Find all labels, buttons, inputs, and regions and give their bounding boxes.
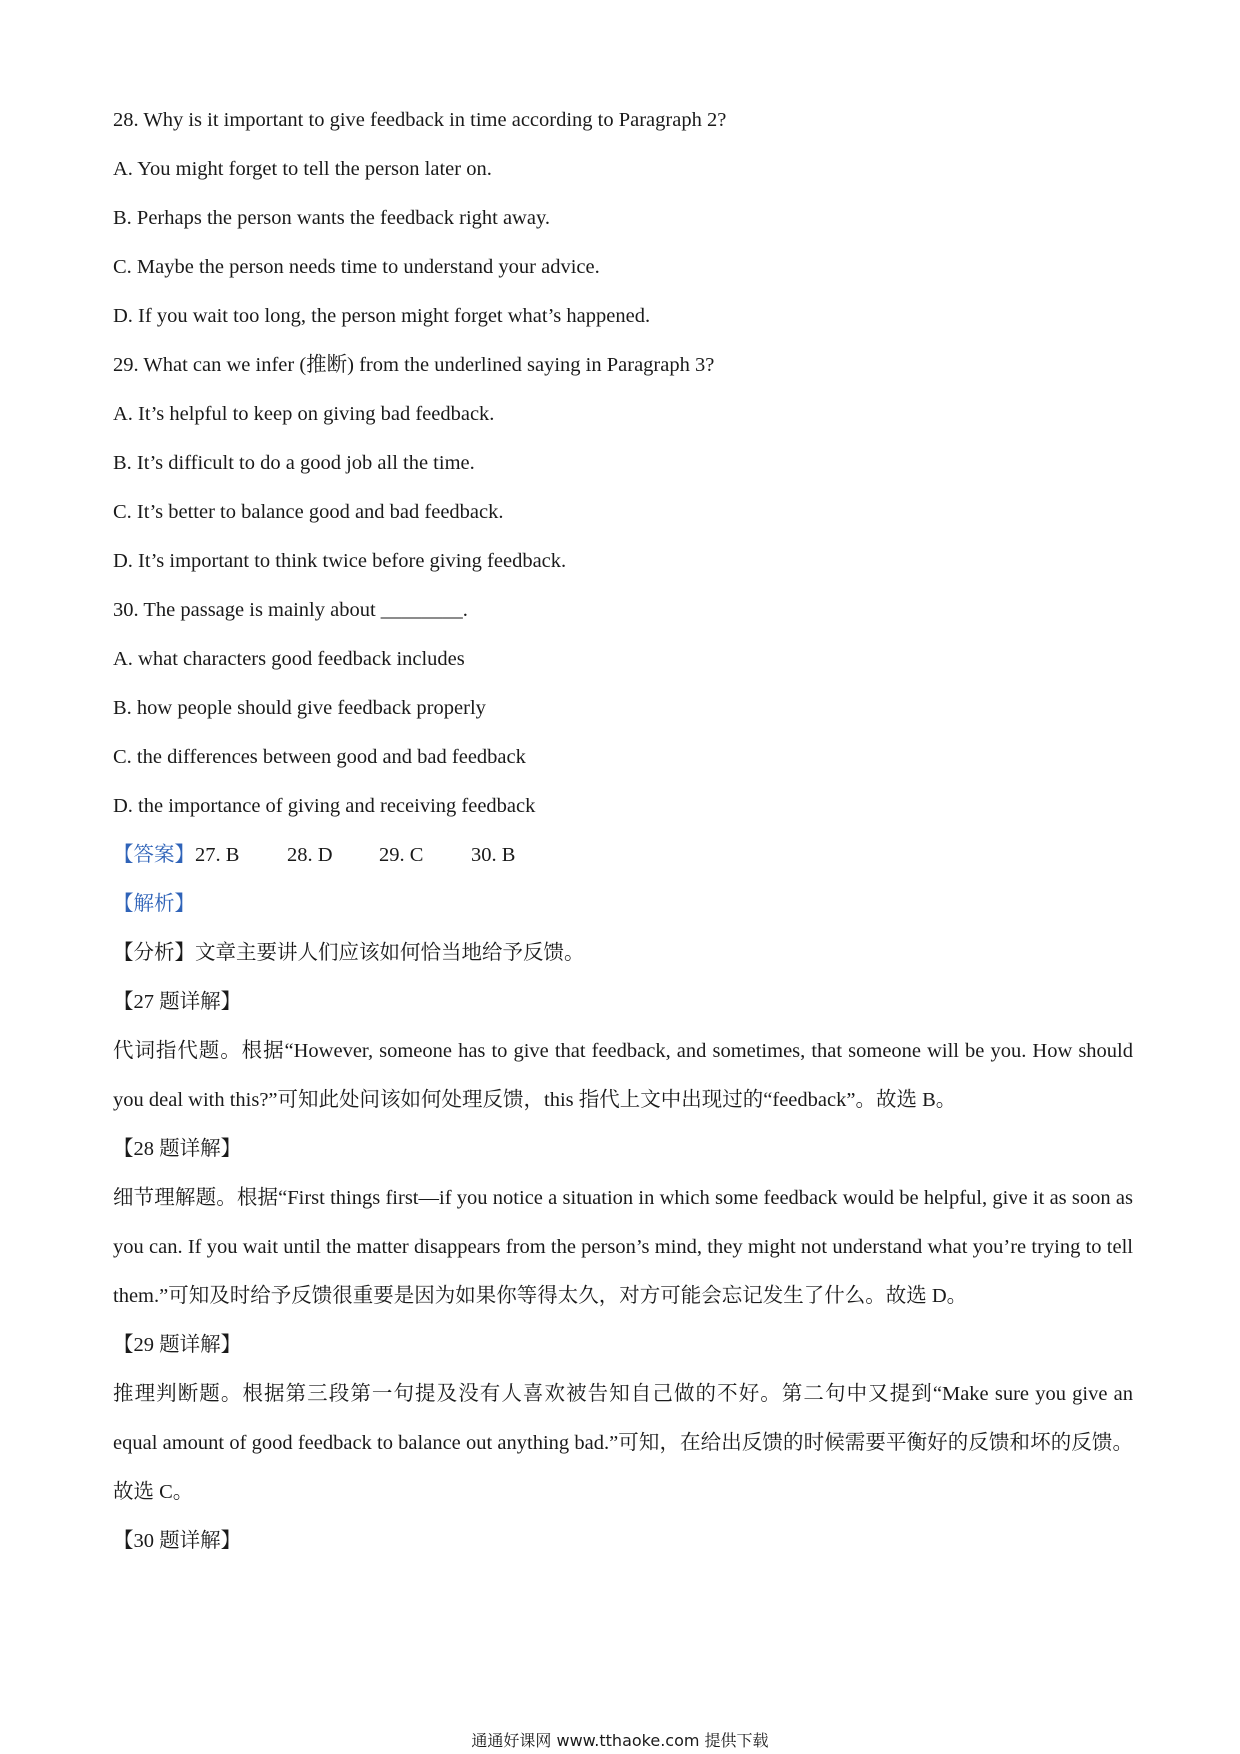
detail-28-text: 细节理解题。根据“First things first—if you notice a situation in which some feedback would be helpful, give it as soon as you can. If you wait until the matter disappears from the person’s mind, they might not understand what you’re trying to tell them.”可知及时给予反馈很重要是因为如果你等得太久，对方可能会忘记发生了什么。故选 D。 bbox=[113, 1187, 1133, 1307]
answer-line bbox=[113, 831, 1133, 880]
q30-option-a: A. what characters good feedback includes bbox=[113, 648, 465, 670]
summary-text: 文章主要讲人们应该如何恰当地给予反馈。 bbox=[195, 942, 585, 964]
detail-30-heading: 【30 题详解】 bbox=[113, 1530, 242, 1552]
answer-27: 27. B bbox=[195, 844, 240, 866]
q29-option-d: D. It’s important to think twice before giving feedback. bbox=[113, 550, 567, 572]
detail-28-heading: 【28 题详解】 bbox=[113, 1138, 242, 1160]
q30-option-b: B. how people should give feedback properly bbox=[113, 697, 486, 719]
answer-30: 30. B bbox=[471, 844, 516, 866]
detail-29-heading: 【29 题详解】 bbox=[113, 1334, 242, 1356]
detail-29-text: 推理判断题。根据第三段第一句提及没有人喜欢被告知自己做的不好。第二句中又提到“Make sure you give an equal amount of good feedback to balance out anything bad.”可知，在给出反馈的时候需要平衡好的反馈和坏的反馈。故选 C。 bbox=[113, 1383, 1133, 1503]
answer-28: 28. D bbox=[287, 844, 333, 866]
analysis-label: 【解析】 bbox=[113, 893, 195, 915]
document-page bbox=[113, 96, 1133, 1566]
question-28: 28. Why is it important to give feedback in time according to Paragraph 2? bbox=[113, 109, 727, 131]
q28-option-b: B. Perhaps the person wants the feedback right away. bbox=[113, 207, 551, 229]
q29-option-b: B. It’s difficult to do a good job all the time. bbox=[113, 452, 475, 474]
answer-label: 【答案】 bbox=[113, 844, 195, 866]
q30-option-c: C. the differences between good and bad feedback bbox=[113, 746, 526, 768]
question-29: 29. What can we infer (推断) from the underlined saying in Paragraph 3? bbox=[113, 354, 715, 376]
q30-option-d: D. the importance of giving and receiving feedback bbox=[113, 795, 536, 817]
summary-line bbox=[113, 929, 1133, 978]
detail-27-heading: 【27 题详解】 bbox=[113, 991, 242, 1013]
page-footer: 通通好课网 www.tthaoke.com 提供下载 bbox=[471, 1731, 769, 1750]
q29-option-a: A. It’s helpful to keep on giving bad feedback. bbox=[113, 403, 495, 425]
detail-27-text: 代词指代题。根据“However, someone has to give that feedback, and sometimes, that someone will be you. How should you deal with this?”可知此处问该如何处理反馈，this 指代上文中出现过的“feedback”。故选 B。 bbox=[113, 1040, 1133, 1111]
q28-option-d: D. If you wait too long, the person might forget what’s happened. bbox=[113, 305, 651, 327]
q28-option-a: A. You might forget to tell the person later on. bbox=[113, 158, 492, 180]
question-30: 30. The passage is mainly about ________. bbox=[113, 599, 468, 621]
q29-option-c: C. It’s better to balance good and bad feedback. bbox=[113, 501, 504, 523]
summary-label: 【分析】 bbox=[113, 942, 195, 964]
q28-option-c: C. Maybe the person needs time to understand your advice. bbox=[113, 256, 600, 278]
answer-29: 29. C bbox=[379, 844, 424, 866]
